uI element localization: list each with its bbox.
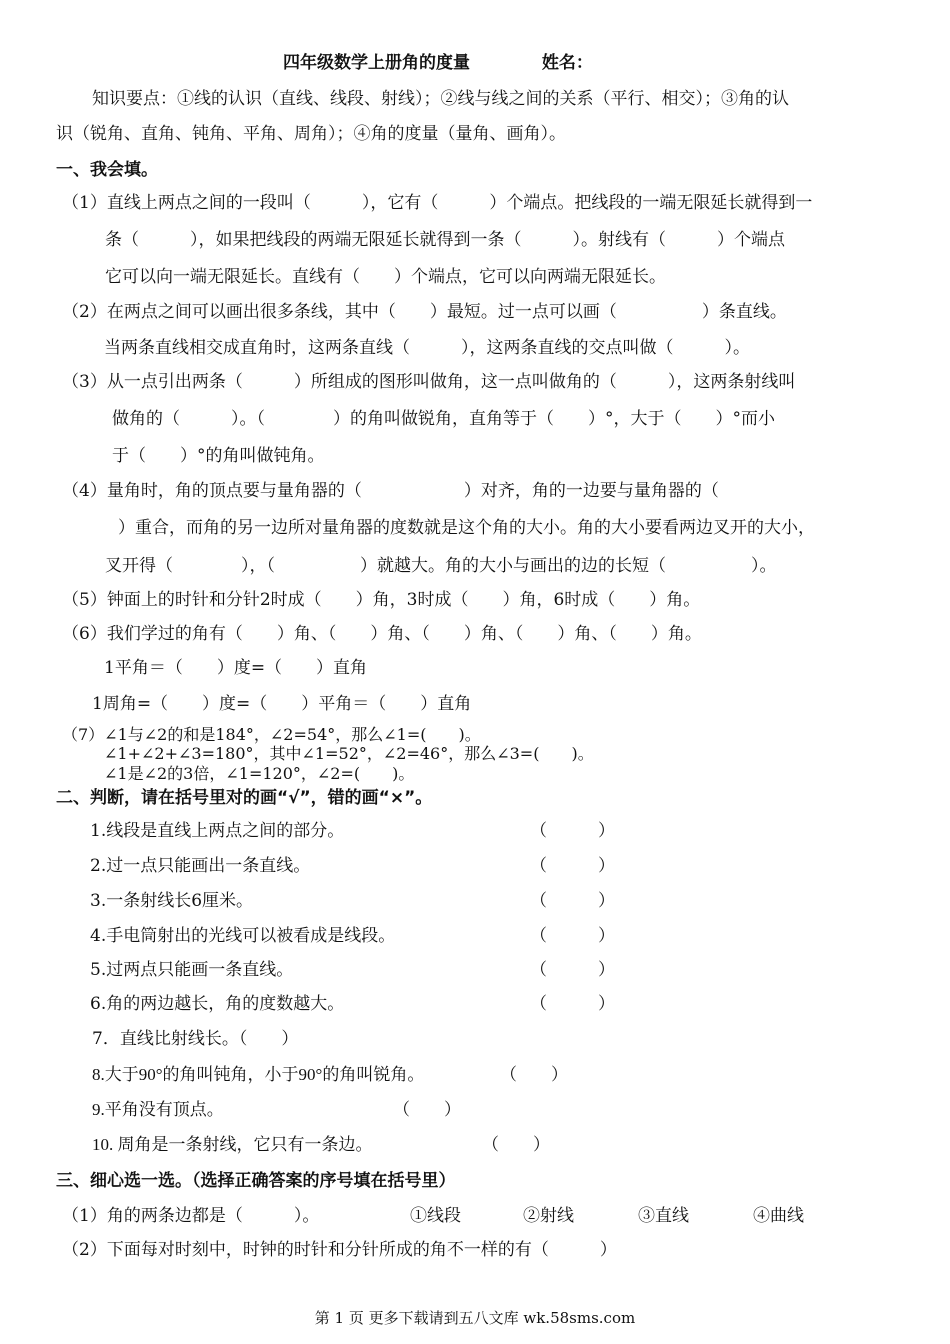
q4-line-1: （4）量角时，角的顶点要与量角器的（ ）对齐，角的一边要与量角器的（ — [62, 481, 719, 501]
name-label: 姓名： — [541, 53, 593, 73]
q2-line-1: （2）在两点之间可以画出很多条线，其中（ ）最短。过一点可以画（ ）条直线。 — [62, 302, 787, 322]
q1-line-2: 条（ ），如果把线段的两端无限延长就得到一条（ ）。射线有（ ）个端点 — [105, 230, 785, 250]
knowledge-line-2: 识（锐角、直角、钝角、平角、周角）；④角的度量（量角、画角）。 — [56, 124, 566, 144]
q3-line-1: （3）从一点引出两条（ ）所组成的图形叫做角，这一点叫做角的（ ），这两条射线叫 — [62, 372, 796, 392]
judge-paren-6[interactable]: （ ） — [530, 994, 615, 1014]
judge-item-4: 4.手电筒射出的光线可以被看成是线段。 — [90, 926, 396, 946]
judge-paren-10[interactable]: （ ） — [482, 1135, 550, 1155]
judge-paren-2[interactable]: （ ） — [530, 856, 615, 876]
judge-item-6: 6.角的两边越长，角的度数越大。 — [90, 994, 345, 1014]
q5-line: （5）钟面上的时针和分针2时成（ ）角，3时成（ ）角，6时成（ ）角。 — [62, 590, 701, 610]
choice-q1-option-2[interactable]: ②射线 — [523, 1206, 574, 1226]
judge-paren-4[interactable]: （ ） — [530, 926, 615, 946]
choice-q2-stem: （2）下面每对时刻中，时钟的时针和分针所成的角不一样的有（ ） — [62, 1240, 617, 1260]
judge-item-7: 7．直线比射线长。（ ） — [92, 1029, 299, 1049]
judge-paren-5[interactable]: （ ） — [530, 960, 615, 980]
judge-item-10: 10. 周角是一条射线，它只有一条边。 — [92, 1135, 373, 1154]
judge-item-3: 3.一条射线长6厘米。 — [90, 891, 254, 911]
section-3-heading: 三、细心选一选。（选择正确答案的序号填在括号里） — [56, 1171, 456, 1191]
choice-q1-stem: （1）角的两条边都是（ ）。 — [62, 1206, 320, 1226]
q6-line-3: 1周角=（ ）度=（ ）平角＝（ ）直角 — [92, 694, 472, 714]
q4-line-2: ）重合，而角的另一边所对量角器的度数就是这个角的大小。角的大小要看两边叉开的大小， — [118, 518, 815, 538]
choice-q1-option-3[interactable]: ③直线 — [638, 1206, 689, 1226]
q4-line-3: 叉开得（ ），（ ）就越大。角的大小与画出的边的长短（ ）。 — [105, 556, 777, 576]
q6-line-1: （6）我们学过的角有（ ）角、（ ）角、（ ）角、（ ）角、（ ）角。 — [62, 624, 702, 644]
choice-q1-option-4[interactable]: ④曲线 — [753, 1206, 804, 1226]
judge-paren-1[interactable]: （ ） — [530, 821, 615, 841]
q7-line-2: ∠1+∠2+∠3=180°，其中∠1=52°，∠2=46°，那么∠3=( )。 — [104, 744, 594, 763]
judge-paren-3[interactable]: （ ） — [530, 891, 615, 911]
page-title: 四年级数学上册角的度量 姓名： — [283, 53, 593, 73]
choice-q1-option-1[interactable]: ①线段 — [410, 1206, 461, 1226]
q7-line-1: （7）∠1与∠2的和是184°，∠2=54°，那么∠1=( )。 — [62, 725, 481, 744]
section-1-heading: 一、我会填。 — [56, 160, 158, 180]
section-2-heading: 二、判断，请在括号里对的画“√”，错的画“×”。 — [56, 788, 433, 808]
q1-line-3: 它可以向一端无限延长。直线有（ ）个端点，它可以向两端无限延长。 — [105, 267, 666, 287]
judge-item-5: 5.过两点只能画一条直线。 — [90, 960, 294, 980]
judge-item-2: 2.过一点只能画出一条直线。 — [90, 856, 311, 876]
judge-item-8: 8.大于90°的角叫钝角，小于90°的角叫锐角。 — [92, 1065, 425, 1084]
judge-item-1: 1.线段是直线上两点之间的部分。 — [90, 821, 345, 841]
q7-line-3: ∠1是∠2的3倍，∠1=120°，∠2=( )。 — [104, 764, 415, 783]
judge-item-9: 9.平角没有顶点。 — [92, 1100, 224, 1119]
q2-line-2: 当两条直线相交成直角时，这两条直线（ ），这两条直线的交点叫做（ ）。 — [104, 338, 750, 358]
judge-paren-8[interactable]: （ ） — [500, 1065, 568, 1085]
judge-paren-9[interactable]: （ ） — [393, 1100, 461, 1120]
page-footer: 第 1 页 更多下载请到五八文库 wk.58sms.com — [314, 1309, 636, 1327]
knowledge-line-1: 知识要点：①线的认识（直线、线段、射线）；②线与线之间的关系（平行、相交）；③角的认 — [92, 89, 789, 109]
q3-line-3: 于（ ）°的角叫做钝角。 — [112, 446, 325, 466]
q3-line-2: 做角的（ ）。（ ）的角叫做锐角，直角等于（ ）°，大于（ ）°而小 — [112, 409, 775, 429]
q1-line-1: （1）直线上两点之间的一段叫（ ），它有（ ）个端点。把线段的一端无限延长就得到一 — [62, 193, 813, 213]
q6-line-2: 1平角＝（ ）度=（ ）直角 — [104, 658, 368, 678]
